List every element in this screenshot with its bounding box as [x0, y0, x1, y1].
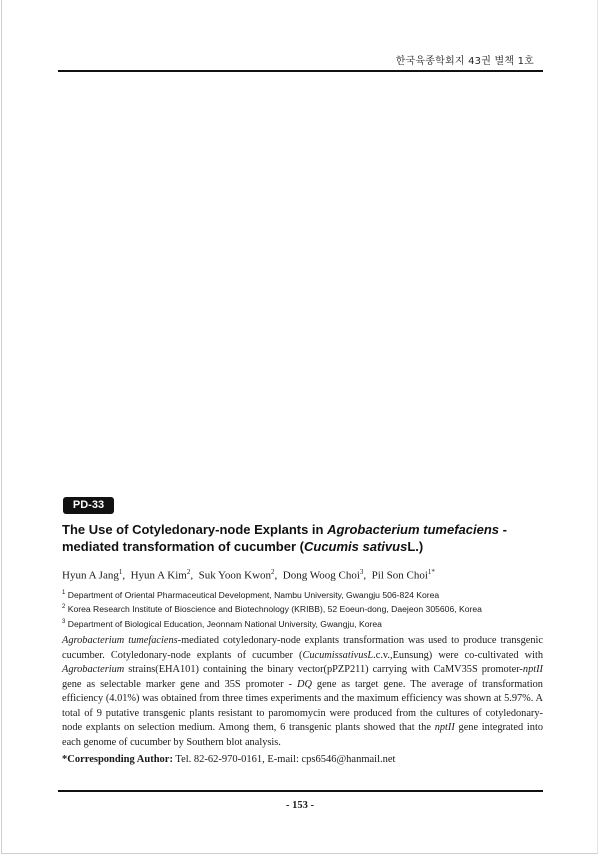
abstract-italic: Agrobacterium [62, 664, 125, 675]
affiliation-item [62, 587, 544, 601]
author-affiliation-mark: 1 [118, 568, 123, 576]
abstract-text: gene as target gene. The average of transformation efficiency (4.01%) was obtained from three times experiments and the maximum efficiency was shown at 5.97%. A total of 9 putative transgenic plants resistant to paromomycin were produced from the cultures of cotyledonary-node explants on selection medium. Among them, 6 transgenic plants showed that the [62, 678, 543, 733]
abstract-text: gene as selectable marker gene and 35S promoter - [62, 678, 297, 690]
affiliation-text: Department of Oriental Pharmaceutical Development, Nambu University, Gwangju 506-824 Korea [67, 589, 440, 600]
abstract-italic: CucumissativusL [302, 649, 374, 661]
author-affiliation-mark: 1* [427, 568, 435, 576]
corresponding-author-contact: Tel. 82-62-970-0161, E-mail: cps6546@hanmail.net [172, 754, 396, 765]
abstract-text: .c.v.,Eunsung) were co-cultivated with [373, 649, 544, 661]
affiliation-item [62, 616, 544, 630]
abstract-text: -mediated cotyledonary-node explants transformation was used to produce transgenic cucumber. Cotyledonary-node explants of cucumber ( [62, 635, 543, 661]
author-affiliation-mark: 2 [271, 568, 275, 576]
affiliation-list [62, 587, 544, 630]
author-name: Suk Yoon Kwon [198, 569, 272, 582]
abstract-text: strains(EHA101) containing the binary vector(pPZP211) carrying with CaMV35S promoter- [124, 664, 523, 675]
title-species: Cucumis sativus [303, 539, 408, 554]
paper-title [62, 521, 544, 555]
affiliation-text: Department of Biological Education, Jeonnam National University, Gwangju, Korea [67, 618, 382, 629]
journal-issue-header: 한국육종학회지 43권 별책 1호 [395, 56, 534, 67]
affiliation-number: 1 [62, 590, 66, 596]
abstract-italic: DQ [296, 678, 312, 690]
affiliation-number: 2 [62, 604, 66, 611]
footer-rule [58, 790, 543, 792]
title-part: The Use of Cotyledonary-node Explants in [62, 522, 328, 537]
author-name: Pil Son Choi [371, 569, 428, 582]
abstract-italic: nptII [522, 664, 543, 675]
page-number: - 153 - [286, 800, 314, 811]
author-list: Hyun A Jang$^1$, Hyun A Kim$^2$, Suk Yoon Kwon$^2$, Dong Woog Choi$^3$, Pil Son Choi$^{1*}$ [62, 568, 435, 582]
title-organism: Agrobacterium tumefaciens [327, 522, 500, 537]
abstract-italic: nptII [434, 722, 455, 733]
author-name: Hyun A Kim [130, 569, 187, 582]
abstract-body [62, 634, 543, 750]
author-affiliation-mark: 2 [186, 568, 191, 576]
corresponding-author [62, 753, 544, 767]
title-part: L.) [407, 539, 424, 554]
abstract-italic: Agrobacterium tumefaciens [62, 635, 178, 646]
header-rule [58, 70, 543, 72]
abstract-text: gene integrated into each genome of cucumber by Southern blot analysis. [62, 722, 543, 748]
author-name: Dong Woog Choi [282, 569, 360, 582]
poster-code-badge: PD-33 [63, 497, 114, 514]
affiliation-number: 3 [62, 618, 66, 625]
author-affiliation-mark: 3 [359, 568, 364, 576]
author-name: Hyun A Jang [62, 569, 119, 582]
affiliation-item [62, 601, 544, 615]
title-part: - mediated transformation of cucumber ( [62, 522, 507, 554]
corresponding-author-label: *Corresponding Author: [62, 754, 173, 765]
affiliation-text: Korea Research Institute of Bioscience and Biotechnology (KRIBB), 52 Eoeun-dong, Daejeon 305606, Korea [67, 604, 482, 615]
